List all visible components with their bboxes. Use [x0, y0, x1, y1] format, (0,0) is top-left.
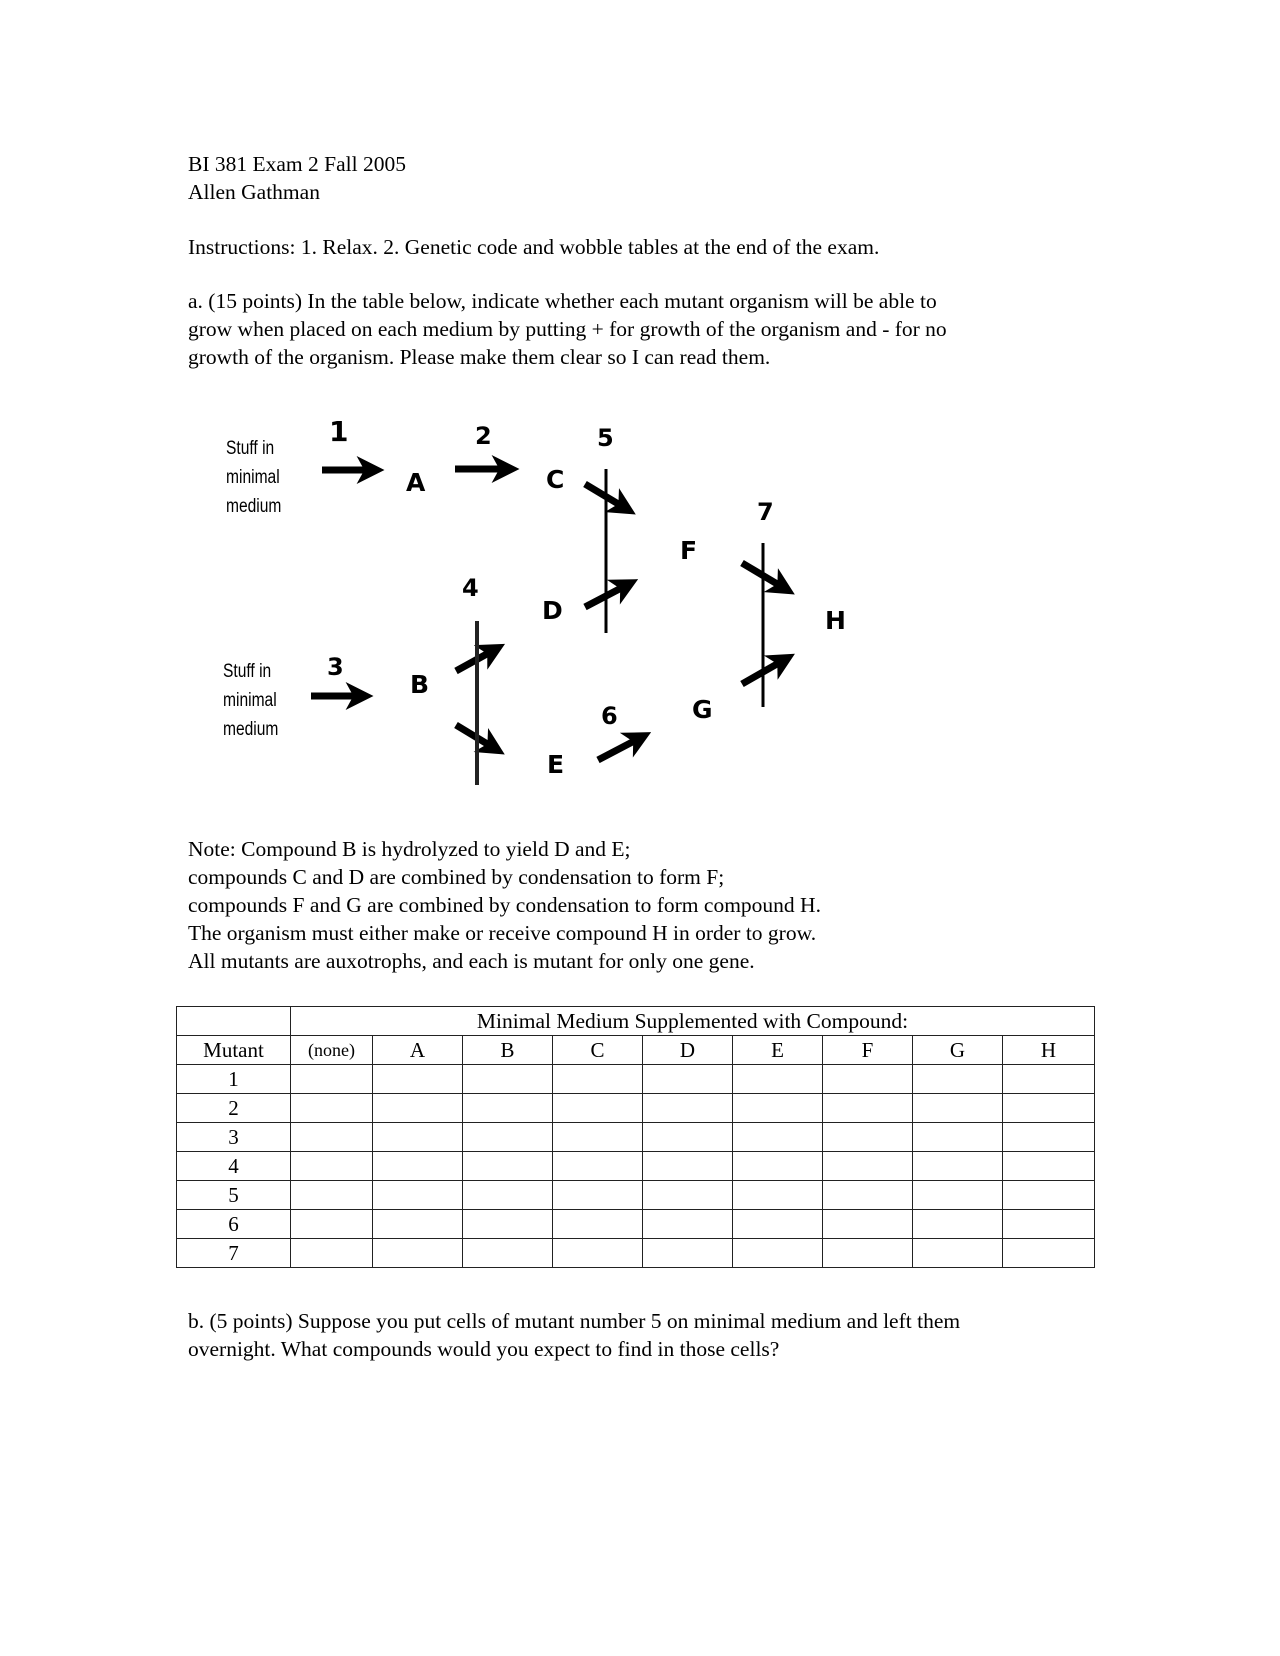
table-row — [177, 1239, 1095, 1268]
table-header-row — [177, 1036, 1095, 1065]
answer-cell[interactable] — [463, 1123, 553, 1152]
answer-cell[interactable] — [373, 1210, 463, 1239]
mutant-number: 5 — [177, 1181, 291, 1210]
answer-cell[interactable] — [1003, 1152, 1095, 1181]
answer-cell[interactable] — [291, 1094, 373, 1123]
column-header: H — [1003, 1036, 1095, 1065]
answer-cell[interactable] — [643, 1152, 733, 1181]
column-header: G — [913, 1036, 1003, 1065]
answer-cell[interactable] — [1003, 1239, 1095, 1268]
question-a-line: grow when placed on each medium by putting + for growth of the organism and - for no — [188, 317, 947, 341]
answer-cell[interactable] — [373, 1094, 463, 1123]
question-a-line: growth of the organism. Please make them clear so I can read them. — [188, 345, 771, 369]
mutant-number: 6 — [177, 1210, 291, 1239]
answer-cell[interactable] — [291, 1065, 373, 1094]
answer-cell[interactable] — [553, 1239, 643, 1268]
note-line: compounds C and D are combined by condensation to form F; — [188, 865, 725, 889]
compound-f: F — [680, 536, 698, 565]
arrow-step-6 — [598, 738, 640, 760]
answer-cell[interactable] — [913, 1210, 1003, 1239]
table-row — [177, 1094, 1095, 1123]
table-row — [177, 1152, 1095, 1181]
answer-cell[interactable] — [643, 1239, 733, 1268]
answer-cell[interactable] — [823, 1239, 913, 1268]
column-header: C — [553, 1036, 643, 1065]
column-header: E — [733, 1036, 823, 1065]
column-header: D — [643, 1036, 733, 1065]
exam-author: Allen Gathman — [188, 180, 320, 204]
answer-cell[interactable] — [733, 1094, 823, 1123]
answer-cell[interactable] — [733, 1065, 823, 1094]
compound-g: G — [692, 695, 713, 724]
answer-cell[interactable] — [463, 1210, 553, 1239]
answer-cell[interactable] — [291, 1123, 373, 1152]
mutant-column-header: Mutant — [177, 1036, 291, 1065]
source-label-bottom — [223, 657, 278, 744]
step-label-1: 1 — [329, 415, 349, 448]
note-line: All mutants are auxotrophs, and each is mutant for only one gene. — [188, 949, 755, 973]
answer-cell[interactable] — [913, 1152, 1003, 1181]
mutant-number: 7 — [177, 1239, 291, 1268]
note-line: The organism must either make or receive compound H in order to grow. — [188, 921, 817, 945]
answer-cell[interactable] — [291, 1239, 373, 1268]
answer-cell[interactable] — [823, 1181, 913, 1210]
answer-cell[interactable] — [553, 1210, 643, 1239]
answer-cell[interactable] — [463, 1065, 553, 1094]
answer-cell[interactable] — [1003, 1094, 1095, 1123]
answer-cell[interactable] — [913, 1065, 1003, 1094]
answer-cell[interactable] — [643, 1210, 733, 1239]
note-line: compounds F and G are combined by condensation to form compound H. — [188, 893, 821, 917]
answer-cell[interactable] — [733, 1210, 823, 1239]
answer-table — [176, 1006, 1095, 1268]
answer-cell[interactable] — [913, 1181, 1003, 1210]
answer-cell[interactable] — [1003, 1210, 1095, 1239]
answer-cell[interactable] — [373, 1065, 463, 1094]
answer-cell[interactable] — [823, 1094, 913, 1123]
column-header: A — [373, 1036, 463, 1065]
header-blank — [177, 1007, 291, 1036]
answer-cell[interactable] — [463, 1239, 553, 1268]
answer-cell[interactable] — [733, 1181, 823, 1210]
table-row — [177, 1210, 1095, 1239]
answer-cell[interactable] — [373, 1239, 463, 1268]
source-label-line: Stuff in — [226, 438, 275, 459]
answer-cell[interactable] — [1003, 1065, 1095, 1094]
answer-cell[interactable] — [913, 1094, 1003, 1123]
answer-cell[interactable] — [733, 1239, 823, 1268]
answer-cell[interactable] — [913, 1123, 1003, 1152]
compound-h: H — [825, 606, 846, 635]
mutant-number: 3 — [177, 1123, 291, 1152]
answer-cell[interactable] — [1003, 1123, 1095, 1152]
answer-cell[interactable] — [373, 1152, 463, 1181]
question-a-line: a. (15 points) In the table below, indicate whether each mutant organism will be able to — [188, 289, 937, 313]
question-b-line: overnight. What compounds would you expect to find in those cells? — [188, 1337, 780, 1361]
supplement-span-header: Minimal Medium Supplemented with Compound: — [291, 1007, 1095, 1036]
answer-cell[interactable] — [733, 1123, 823, 1152]
answer-cell[interactable] — [463, 1152, 553, 1181]
answer-cell[interactable] — [643, 1065, 733, 1094]
source-label-line: medium — [226, 496, 282, 517]
answer-cell[interactable] — [553, 1152, 643, 1181]
column-header: (none) — [291, 1036, 373, 1065]
step-label-4: 4 — [462, 574, 479, 602]
question-b-line: b. (5 points) Suppose you put cells of mutant number 5 on minimal medium and left them — [188, 1309, 961, 1333]
answer-cell[interactable] — [463, 1094, 553, 1123]
answer-cell[interactable] — [553, 1065, 643, 1094]
source-label-line: minimal — [226, 467, 280, 488]
answer-cell[interactable] — [643, 1181, 733, 1210]
compound-d: D — [542, 596, 563, 625]
compound-b: B — [410, 670, 430, 699]
answer-cell[interactable] — [823, 1152, 913, 1181]
answer-cell[interactable] — [643, 1123, 733, 1152]
compound-e: E — [547, 750, 565, 779]
step-label-3: 3 — [327, 653, 344, 681]
step-label-5: 5 — [597, 424, 614, 452]
step-label-2: 2 — [475, 422, 492, 450]
answer-cell[interactable] — [913, 1239, 1003, 1268]
compound-c: C — [546, 465, 565, 494]
mutant-number: 1 — [177, 1065, 291, 1094]
answer-cell[interactable] — [291, 1152, 373, 1181]
source-label-line: Stuff in — [223, 661, 272, 682]
source-label-line: minimal — [223, 690, 277, 711]
answer-cell[interactable] — [553, 1094, 643, 1123]
table-row — [177, 1181, 1095, 1210]
answer-cell[interactable] — [823, 1123, 913, 1152]
source-label-line: medium — [223, 719, 279, 740]
answer-cell[interactable] — [1003, 1181, 1095, 1210]
answer-cell[interactable] — [291, 1210, 373, 1239]
note-line: Note: Compound B is hydrolyzed to yield D and E; — [188, 837, 631, 861]
instructions: Instructions: 1. Relax. 2. Genetic code and wobble tables at the end of the exam. — [188, 235, 880, 259]
source-label-top — [226, 434, 281, 521]
mutant-number: 4 — [177, 1152, 291, 1181]
table-header-row-span — [177, 1007, 1095, 1036]
exam-title: BI 381 Exam 2 Fall 2005 — [188, 152, 406, 176]
column-header: F — [823, 1036, 913, 1065]
table-row — [177, 1123, 1095, 1152]
table-row — [177, 1065, 1095, 1094]
step-label-6: 6 — [601, 702, 618, 730]
answer-cell[interactable] — [291, 1181, 373, 1210]
answer-cell[interactable] — [733, 1152, 823, 1181]
mutant-number: 2 — [177, 1094, 291, 1123]
answer-cell[interactable] — [463, 1181, 553, 1210]
compound-a: A — [406, 468, 426, 497]
column-header: B — [463, 1036, 553, 1065]
answer-cell[interactable] — [823, 1065, 913, 1094]
answer-cell[interactable] — [553, 1123, 643, 1152]
answer-cell[interactable] — [373, 1181, 463, 1210]
step-label-7: 7 — [757, 498, 774, 526]
answer-cell[interactable] — [643, 1094, 733, 1123]
answer-cell[interactable] — [553, 1181, 643, 1210]
answer-cell[interactable] — [823, 1210, 913, 1239]
answer-cell[interactable] — [373, 1123, 463, 1152]
